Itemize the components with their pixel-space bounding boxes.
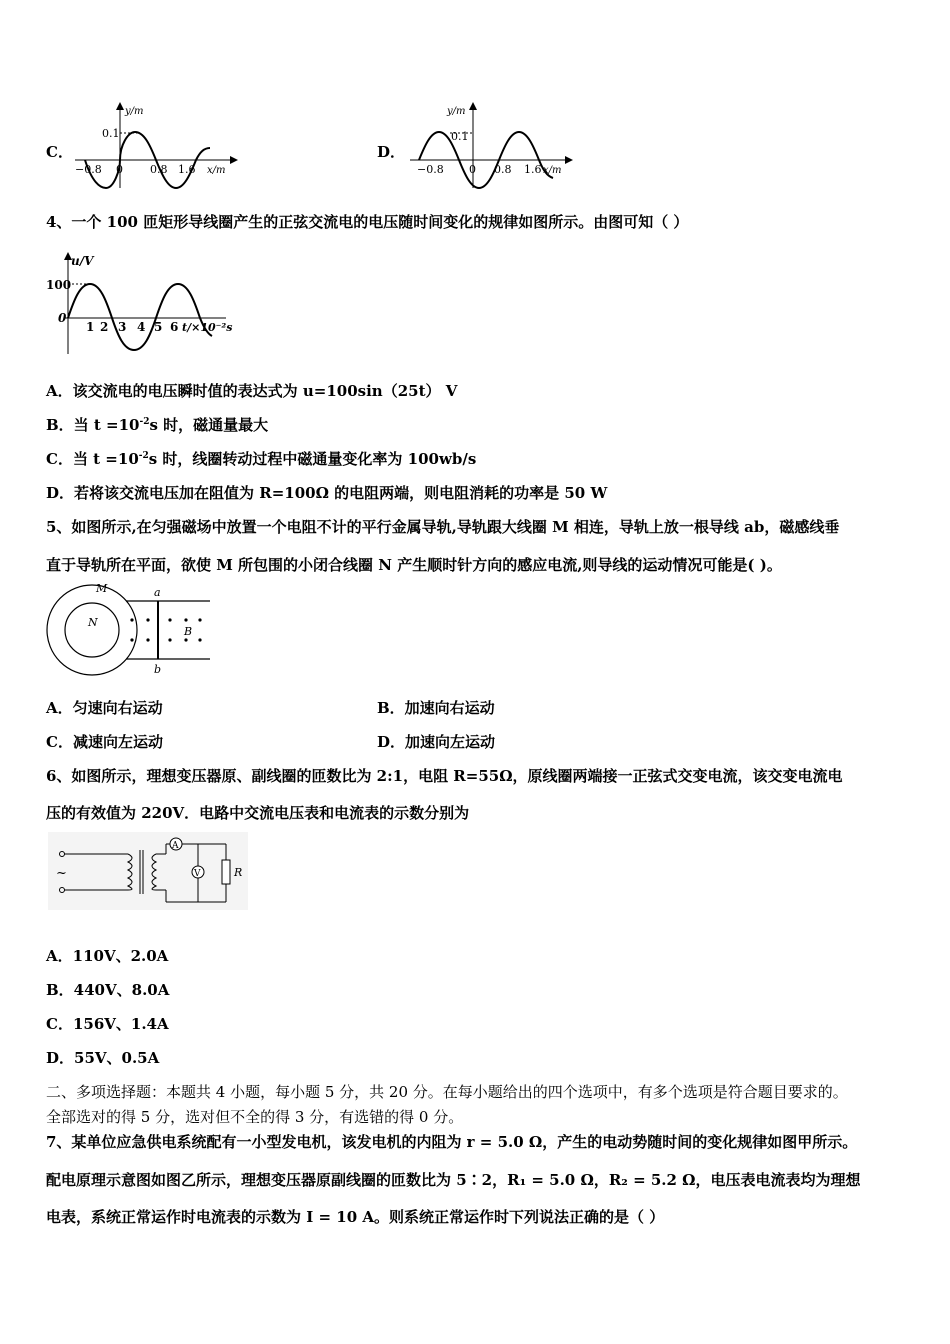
q4-option-b: B．当 $t =10^{-2}s$ 时，磁通量最大 [46,416,269,434]
q5-stem-line2: 直于导轨所在平面，欲使 M 所包围的小闭合线圈 N 产生顺时针方向的感应电流,则导线的运动情况可能是( )。 [46,556,782,574]
q5-label-a: a [154,586,161,599]
q3d-ylabel: y/m [447,106,466,117]
q4-tick: 6 [170,320,179,334]
q4-voltage-graph [46,250,236,360]
q4-tick: 4 [137,320,146,334]
q3d-tick: −0.8 [417,163,444,176]
q5-label-m: M [96,582,108,595]
section2-instructions-line1: 二、多项选择题：本题共 4 小题，每小题 5 分，共 20 分。在每小题给出的四个选项中，有多个选项是符合题目要求的。 [46,1083,848,1101]
q6-option-a: A．110V、2.0A [46,947,169,965]
q4-xlabel: t/×10⁻²s [182,321,233,334]
q6-source-symbol: ~ [56,866,67,881]
q4-option-c: C．当 $t =10^{-2}s$ 时，线圈转动过程中磁通量变化率为 100wb/s [46,450,477,468]
q6-option-b: B．440V、8.0A [46,981,170,999]
q4-option-a: A．该交流电的电压瞬时值的表达式为 u=100sin（25t） V [46,382,458,400]
q5-option-a: A．匀速向右运动 [46,699,163,717]
q4-tick: 5 [154,320,163,334]
q3c-xlabel: x/m [207,165,226,176]
q5-stem-line1: 5、如图所示,在匀强磁场中放置一个电阻不计的平行金属导轨,导轨跟大线圈 M 相连，导轨上放一根导线 ab，磁感线垂 [46,518,840,536]
q4-tick: 2 [100,320,109,334]
q5-label-n: N [88,616,98,629]
q5-label-field: B [184,625,193,638]
q4-stem: 4、一个 100 匝矩形导线圈产生的正弦交流电的电压随时间变化的规律如图所示。由图可知（ ） [46,213,689,231]
q6-stem-line2: 压的有效值为 220V．电路中交流电压表和电流表的示数分别为 [46,804,470,822]
q3-option-d-label: D． [377,143,406,161]
q4-option-d: D．若将该交流电压加在阻值为 R=100Ω 的电阻两端，则电阻消耗的功率是 50 W [46,484,608,502]
q3d-tick: 0.8 [494,163,512,176]
q5-coil-rail-figure [42,582,217,677]
q6-ammeter-label: A [172,841,179,851]
q6-voltmeter-label: V [194,869,201,879]
q3c-amp: 0.1 [102,127,120,140]
q6-option-d: D．55V、0.5A [46,1049,160,1067]
q5-option-d: D．加速向左运动 [377,733,496,751]
q3d-xlabel: x/m [543,165,562,176]
q5-option-c: C．减速向左运动 [46,733,163,751]
q3c-tick: 0 [116,163,123,176]
q4-origin: 0 [58,311,67,325]
q3-graph-d [405,100,575,190]
q4-tick: 1 [86,320,95,334]
q3c-tick: −0.8 [75,163,102,176]
q7-stem-line3: 电表，系统正常运作时电流表的示数为 I = 10 A。则系统正常运作时下列说法正确的是（ ） [46,1208,665,1226]
q3c-tick: 1.6 [178,163,196,176]
q3c-tick: 0.8 [150,163,168,176]
q3d-tick: 1.6 [524,163,542,176]
q3c-ylabel: y/m [125,106,144,117]
section2-instructions-line2: 全部选对的得 5 分，选对但不全的得 3 分，有选错的得 0 分。 [46,1108,464,1126]
q7-stem-line1: 7、某单位应急供电系统配有一小型发电机，该发电机的内阻为 r = 5.0 Ω，产生的电动势随时间的变化规律如图甲所示。 [46,1133,858,1151]
q3d-tick: 0 [469,163,476,176]
q3-graph-c [70,100,240,190]
q6-option-c: C．156V、1.4A [46,1015,169,1033]
q4-tick: 3 [118,320,127,334]
q6-stem-line1: 6、如图所示，理想变压器原、副线圈的匝数比为 2:1，电阻 R=55Ω，原线圈两端接一正弦式交变电流，该交变电流电 [46,767,843,785]
q4-amp: 100 [46,278,72,292]
q5-option-b: B．加速向右运动 [377,699,495,717]
q6-resistor-label: R [234,866,243,879]
q4-ylabel: u/V [71,254,94,268]
q3d-amp: 0.1 [451,130,469,143]
q7-stem-line2: 配电原理示意图如图乙所示，理想变压器原副线圈的匝数比为 5∶2，R₁ = 5.0 Ω，R₂ = 5.2 Ω，电压表电流表均为理想 [46,1171,861,1189]
q6-transformer-circuit [48,832,248,910]
q3-option-c-label: C． [46,143,73,161]
q5-label-b: b [154,663,162,676]
